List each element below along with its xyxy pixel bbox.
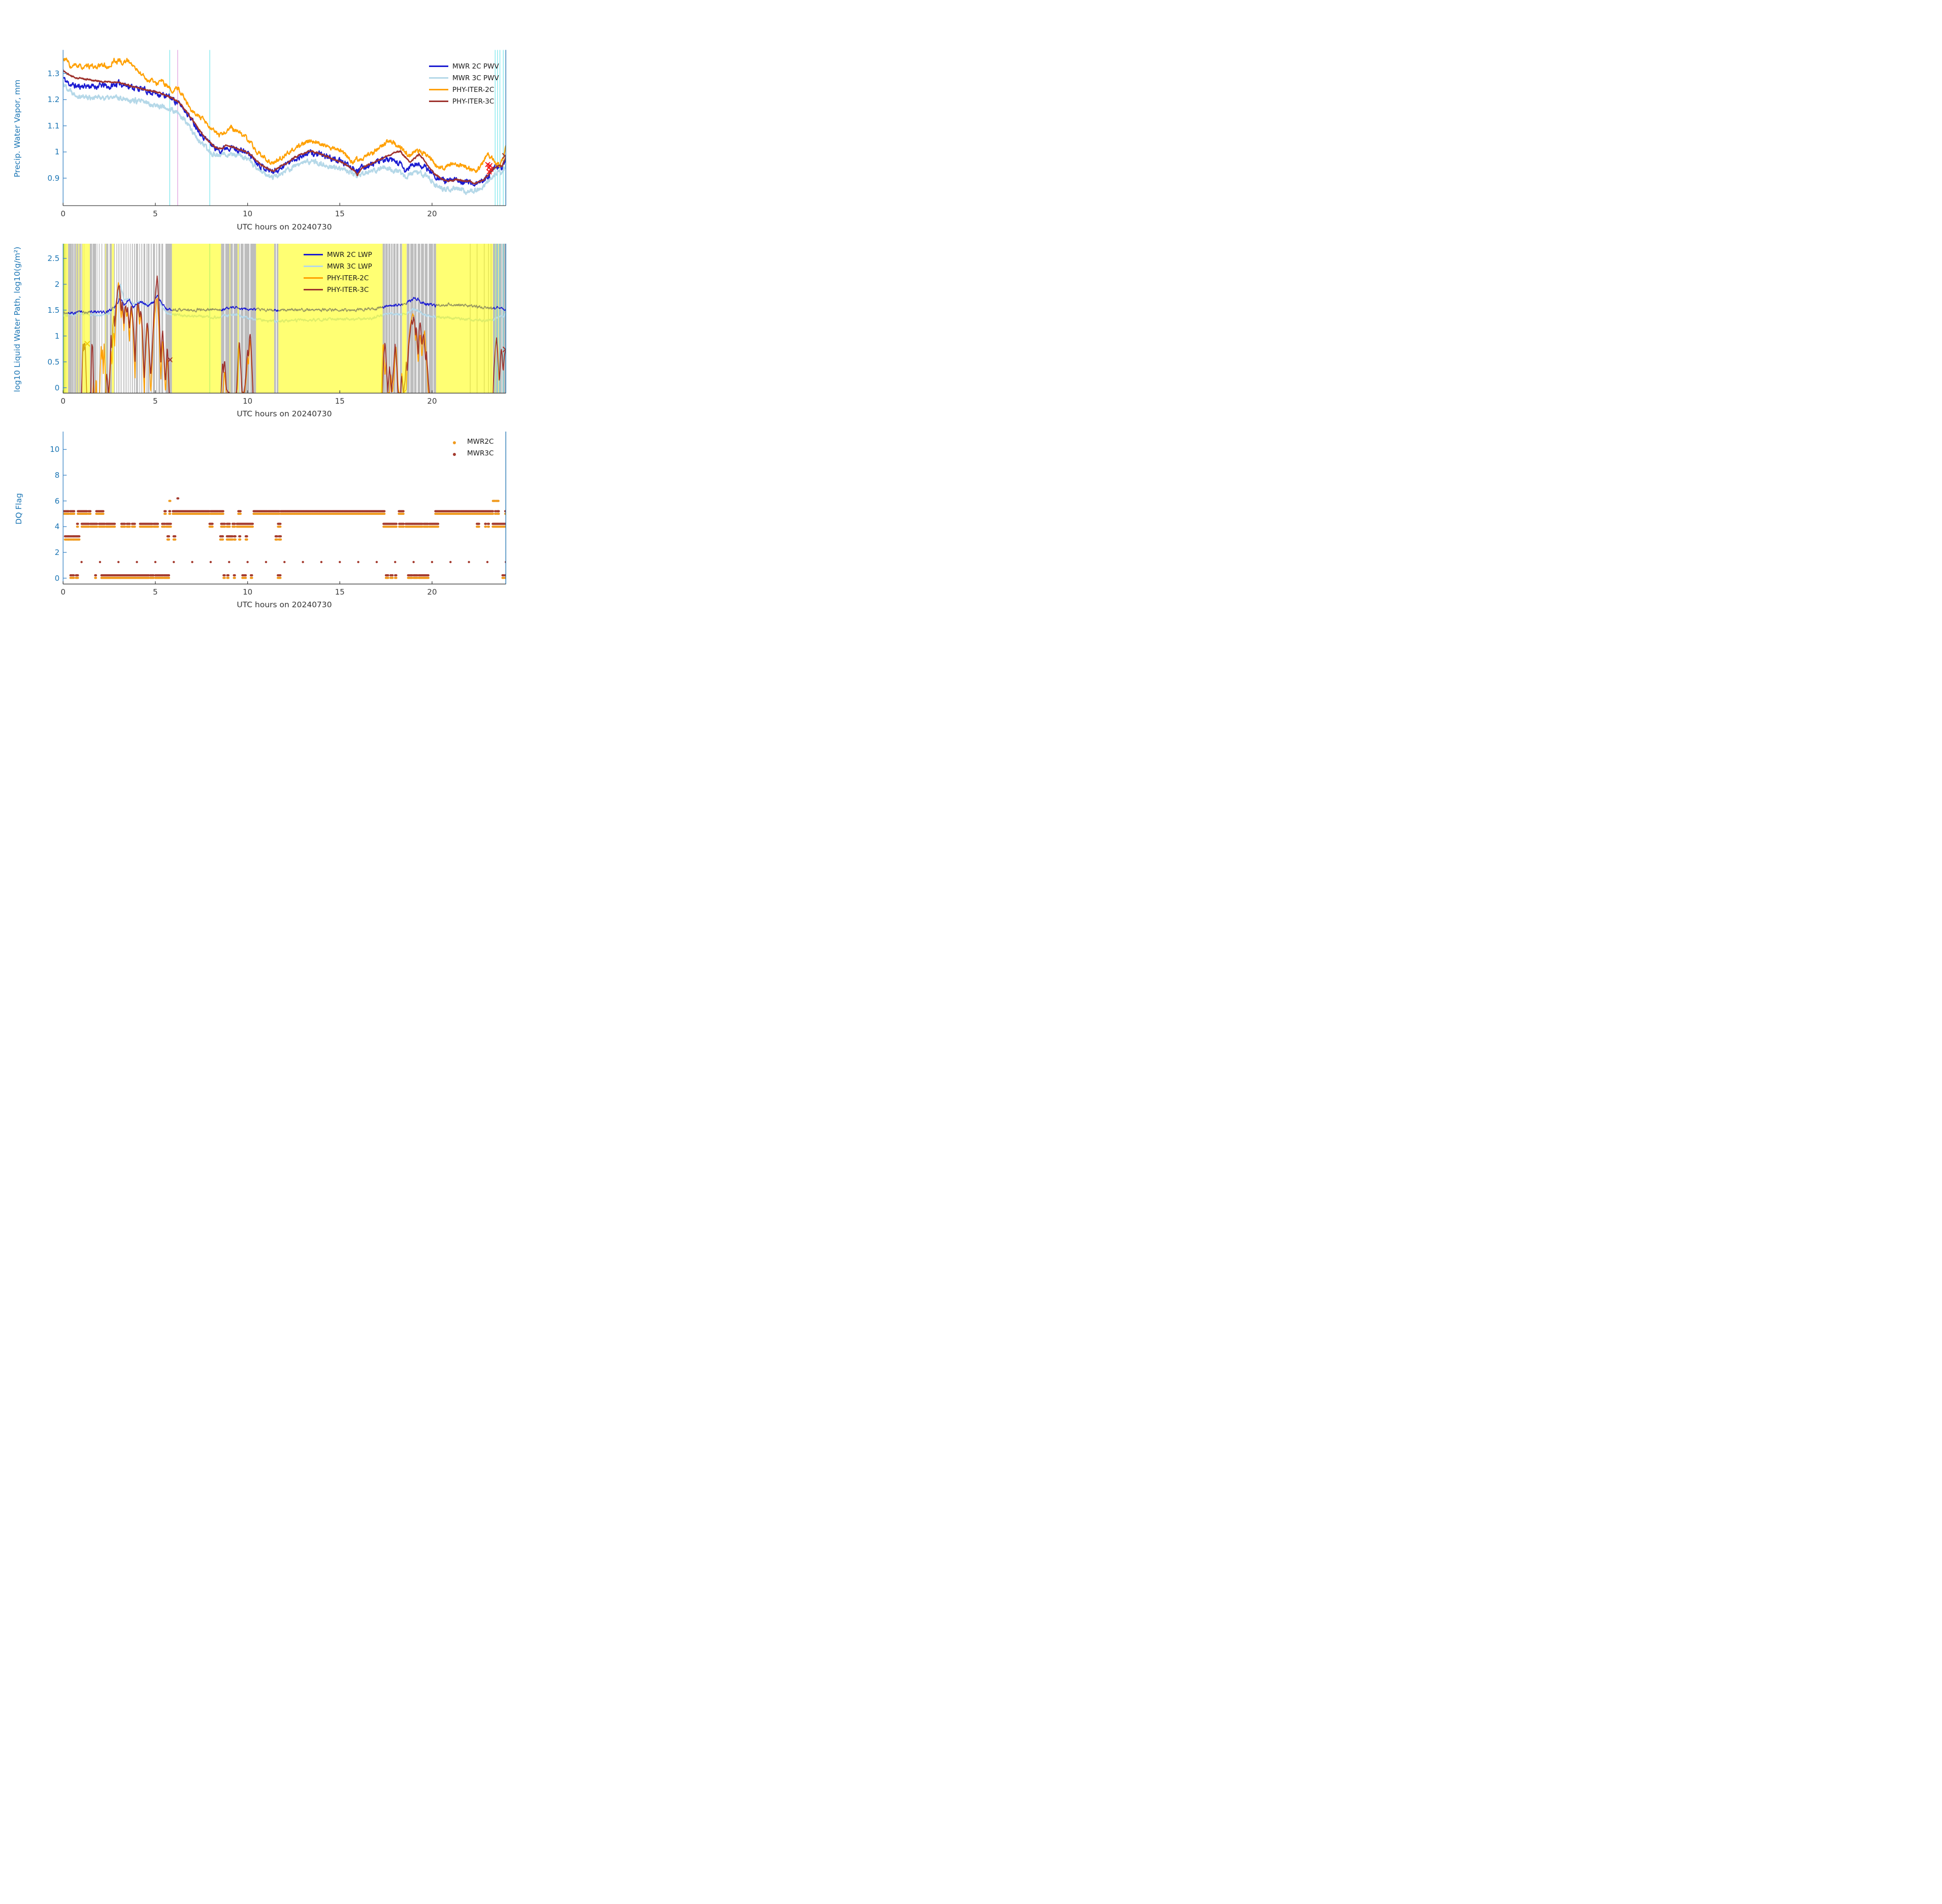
pwv-y-tick-label: 1.1 bbox=[47, 121, 60, 130]
pwv-x-tick-label: 5 bbox=[153, 209, 158, 218]
dq-y-axis-label: DQ Flag bbox=[14, 493, 23, 524]
lwp-y-tick-label: 1.5 bbox=[47, 305, 60, 315]
dq-y-tick-label: 8 bbox=[54, 470, 60, 480]
legend-swatch-icon bbox=[450, 448, 467, 458]
pwv-y-tick-label: 1 bbox=[54, 147, 60, 157]
dq-y-tick-label: 2 bbox=[54, 547, 60, 557]
legend-swatch-icon bbox=[429, 77, 448, 79]
pwv-x-axis-label: UTC hours on 20240730 bbox=[237, 222, 332, 232]
figure bbox=[0, 0, 647, 635]
dq-x-axis-label: UTC hours on 20240730 bbox=[237, 600, 332, 609]
legend-label: MWR 2C LWP bbox=[327, 250, 372, 259]
pwv-x-tick-label: 20 bbox=[427, 209, 437, 218]
dq-x-tick-label: 10 bbox=[243, 587, 253, 597]
legend-swatch-icon bbox=[429, 65, 448, 67]
pwv-legend-item[interactable] bbox=[429, 95, 499, 107]
dq-y-tick-label: 4 bbox=[54, 522, 60, 532]
dq-y-tick-label: 0 bbox=[54, 573, 60, 583]
legend-swatch-icon bbox=[304, 266, 323, 267]
legend-dot-icon bbox=[453, 441, 456, 444]
legend-label: PHY-ITER-3C bbox=[452, 97, 495, 106]
dq-y-tick-label: 6 bbox=[54, 496, 60, 506]
pwv-y-tick-label: 1.3 bbox=[47, 69, 60, 78]
lwp-legend-item[interactable] bbox=[304, 284, 372, 296]
legend-dot-icon bbox=[453, 453, 456, 456]
lwp-legend bbox=[304, 249, 372, 296]
lwp-x-tick-label: 15 bbox=[335, 397, 345, 406]
legend-swatch-icon bbox=[429, 89, 448, 90]
legend-label: MWR3C bbox=[467, 449, 494, 457]
lwp-y-tick-label: 0 bbox=[54, 383, 60, 392]
legend-label: PHY-ITER-2C bbox=[452, 85, 495, 94]
lwp-legend-item[interactable] bbox=[304, 249, 372, 260]
lwp-y-tick-label: 2.5 bbox=[47, 253, 60, 263]
pwv-legend-item[interactable] bbox=[429, 72, 499, 84]
pwv-legend bbox=[429, 60, 499, 107]
pwv-y-axis-label: Precip. Water Vapor, mm bbox=[13, 79, 22, 178]
lwp-y-tick-label: 0.5 bbox=[47, 357, 60, 367]
pwv-x-tick-label: 15 bbox=[335, 209, 345, 218]
dq-x-tick-label: 5 bbox=[153, 587, 158, 597]
dq-x-tick-label: 15 bbox=[335, 587, 345, 597]
pwv-legend-item[interactable] bbox=[429, 84, 499, 95]
legend-label: MWR 3C LWP bbox=[327, 262, 372, 271]
dq-y-tick-label: 10 bbox=[50, 445, 60, 454]
dq-legend-item[interactable] bbox=[450, 436, 493, 447]
pwv-y-tick-label: 1.2 bbox=[47, 95, 60, 105]
legend-swatch-icon bbox=[304, 277, 323, 279]
lwp-y-tick-label: 2 bbox=[54, 279, 60, 289]
lwp-y-axis-label: log10 Liquid Water Path, log10(g/m²) bbox=[13, 246, 22, 392]
legend-label: MWR2C bbox=[467, 437, 494, 446]
legend-swatch-icon bbox=[304, 289, 323, 290]
legend-label: MWR 2C PWV bbox=[452, 62, 499, 71]
legend-label: MWR 3C PWV bbox=[452, 74, 499, 82]
legend-swatch-icon bbox=[450, 437, 467, 446]
pwv-legend-item[interactable] bbox=[429, 60, 499, 72]
legend-swatch-icon bbox=[304, 254, 323, 255]
legend-label: PHY-ITER-2C bbox=[327, 274, 369, 282]
chart-canvas bbox=[0, 0, 647, 635]
lwp-x-axis-label: UTC hours on 20240730 bbox=[237, 409, 332, 418]
legend-label: PHY-ITER-3C bbox=[327, 285, 369, 294]
dq-x-tick-label: 0 bbox=[60, 587, 66, 597]
legend-swatch-icon bbox=[429, 101, 448, 102]
lwp-legend-item[interactable] bbox=[304, 272, 372, 284]
pwv-x-tick-label: 0 bbox=[60, 209, 66, 218]
lwp-x-tick-label: 0 bbox=[60, 397, 66, 406]
dq-legend-item[interactable] bbox=[450, 447, 493, 459]
lwp-x-tick-label: 20 bbox=[427, 397, 437, 406]
lwp-x-tick-label: 10 bbox=[243, 397, 253, 406]
dq-x-tick-label: 20 bbox=[427, 587, 437, 597]
dq-legend bbox=[450, 436, 493, 459]
lwp-legend-item[interactable] bbox=[304, 260, 372, 272]
pwv-x-tick-label: 10 bbox=[243, 209, 253, 218]
pwv-y-tick-label: 0.9 bbox=[47, 173, 60, 183]
lwp-x-tick-label: 5 bbox=[153, 397, 158, 406]
lwp-y-tick-label: 1 bbox=[54, 331, 60, 341]
